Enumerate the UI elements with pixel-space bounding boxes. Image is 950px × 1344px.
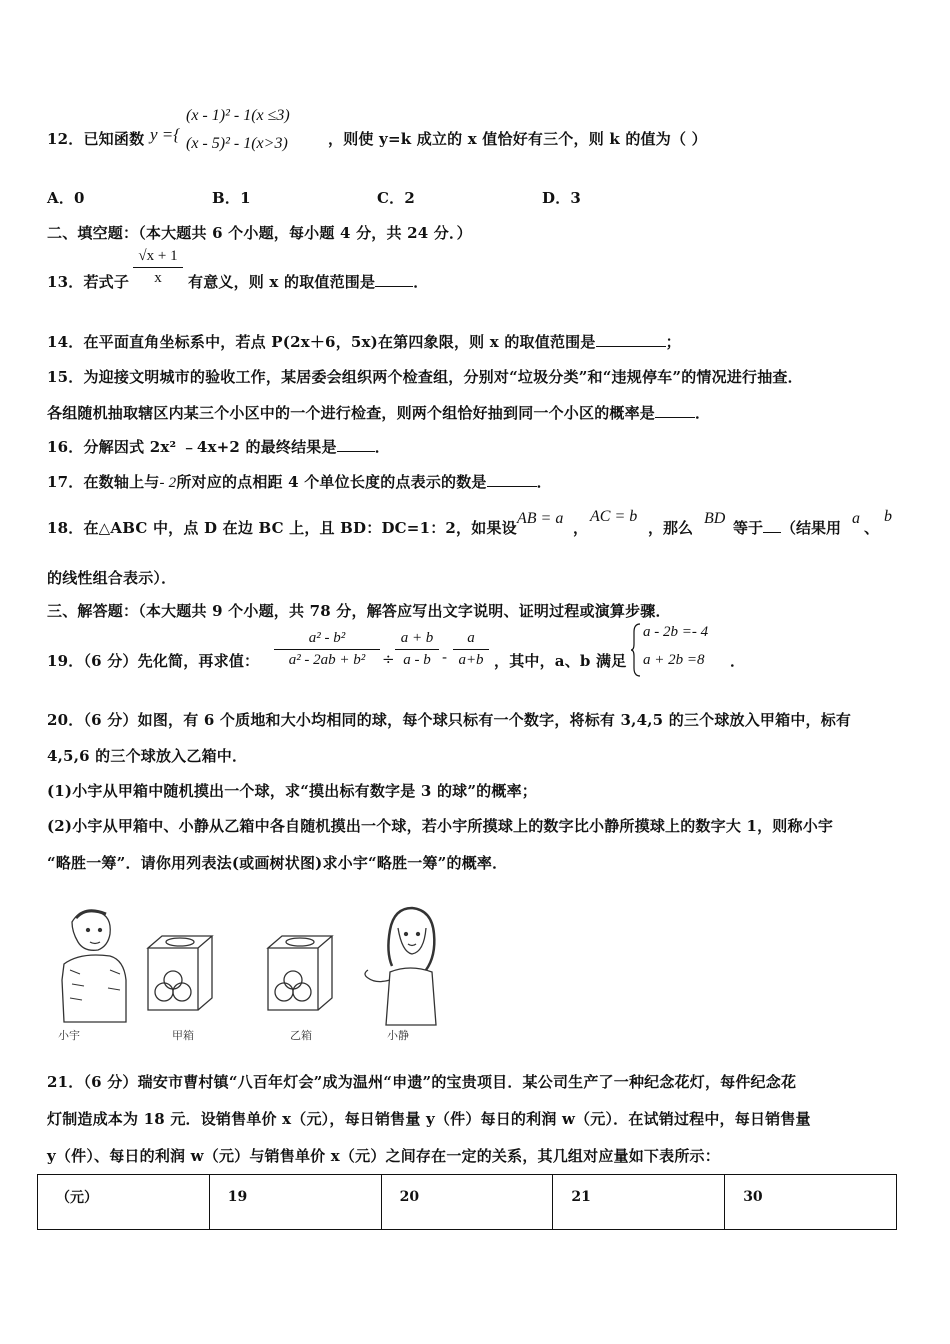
q12-option-c: C．2 [377, 189, 415, 207]
q21-line-3: y（件）、每日的利润 w（元）与销售单价 x（元）之间存在一定的关系，其几组对应量如下表所示： [47, 1147, 720, 1165]
q15-answer-blank[interactable] [655, 403, 695, 418]
q18-suffix-text: 等于 [733, 519, 764, 537]
q18-comma: ， [573, 519, 589, 537]
q19-fraction-3 [453, 630, 489, 669]
q19-equation-2: a + 2b =8 [643, 652, 705, 668]
q12-option-a: A．0 [47, 189, 85, 207]
q19-fraction-3-numerator: a [453, 630, 489, 650]
q19-fraction-1-denominator: a² - 2ab + b² [288, 652, 366, 668]
q21-line-1: 21．（6 分）瑞安市曹村镇“八百年灯会”成为温州“申遗”的宝贵项目．某公司生产了一种纪念花灯，每件纪念花 [47, 1073, 797, 1091]
q18-var-b: b [884, 508, 892, 525]
q14-end: ； [665, 333, 681, 351]
q20-part-2-cont: “略胜一筹”．请你用列表法(或画树状图)求小宇“略胜一筹”的概率． [47, 854, 508, 872]
girl-figure-icon [365, 908, 436, 1025]
q19-fraction-1-numerator: a² - b² [274, 630, 380, 650]
q18-answer-blank[interactable] [763, 518, 781, 533]
q19-fraction-3-denominator: a+b [458, 652, 484, 668]
q18-separator: 、 [864, 519, 880, 537]
table-cell-label: （元） [38, 1175, 210, 1230]
q19-system [643, 624, 708, 669]
q12-piecewise [186, 107, 290, 153]
q12-option-b: B．1 [212, 189, 251, 207]
q19-fraction-2-numerator: a + b [395, 630, 439, 650]
q17-suffix: 所对应的点相距 4 个单位长度的点表示的数是 [176, 473, 487, 491]
q19-prefix: 19．（6 分）先化简，再求值： [47, 652, 260, 670]
q12-text: 12．已知函数 [47, 130, 145, 148]
q19-divide: ÷ [382, 650, 395, 668]
q20-part-2: (2)小宇从甲箱中、小静从乙箱中各自随机摸出一个球，若小宇所摸球上的数字比小静所摸球上的数字大 1，则称小宇 [47, 817, 834, 835]
q14-answer-blank[interactable] [596, 332, 666, 347]
q14-text: 14．在平面直角坐标系中，若点 P(2x＋6，5x)在第四象限，则 x 的取值范围是 [47, 333, 596, 351]
q13-prefix: 13．若式子 [47, 273, 130, 291]
q13-denominator: x [154, 270, 162, 286]
q19-minus: - [442, 648, 448, 666]
q12-condition: ，则使 y=k 成立的 x 值恰好有三个，则 k 的值为（ ） [328, 130, 707, 148]
box-jia-icon [148, 936, 212, 1010]
q12-option-d: D．3 [542, 189, 582, 207]
q20-line-2: 4,5,6 的三个球放入乙箱中． [47, 747, 248, 765]
q21-line-2: 灯制造成本为 18 元．设销售单价 x（元），每日销售量 y（件）每日的利润 w（元）．在试销过程中，每日销售量 [47, 1110, 811, 1128]
q18-tail: （结果用 [781, 519, 842, 537]
q16-text: 16．分解因式 2x² ﹣4x+2 的最终结果是 [47, 438, 337, 456]
q18-var-a: a [852, 510, 860, 527]
caption-jiaxiang: 甲箱 [172, 1029, 194, 1042]
q18-line-2: 的线性组合表示）． [47, 569, 177, 587]
q17-value: - 2 [159, 475, 177, 491]
q15-end: ． [695, 404, 711, 422]
box-yi-icon [268, 936, 332, 1010]
section-3-heading: 三、解答题：（本大题共 9 个小题，共 78 分，解答应写出文字说明、证明过程或演算步骤． [47, 602, 671, 620]
q15-line-2 [47, 402, 710, 423]
table-row [38, 1175, 897, 1230]
q12-piece-2: (x - 5)² - 1(x>3) [186, 135, 288, 152]
q19-mid: ，其中，a、b 满足 [494, 652, 627, 670]
q13-answer-blank[interactable] [375, 272, 413, 287]
caption-yixiang: 乙箱 [290, 1029, 312, 1042]
q17-answer-blank[interactable] [487, 472, 537, 487]
q18-vector-bd: BD [704, 510, 726, 527]
q16-stem [47, 436, 390, 457]
q17-stem [47, 471, 552, 492]
q18-suffix [733, 517, 841, 538]
q18-prefix: 18．在△ABC 中，点 D 在边 BC 上，且 BD：DC=1：2，如果设 [47, 519, 517, 537]
boy-figure-icon [62, 911, 126, 1022]
q12-stem [47, 128, 144, 149]
q13-fraction [133, 248, 183, 287]
q15-line-2-text: 各组随机抽取辖区内某三个小区中的一个进行检查，则两个组恰好抽到同一个小区的概率是 [47, 404, 656, 422]
q14-stem [47, 331, 681, 352]
table-cell: 21 [553, 1175, 725, 1230]
q16-answer-blank[interactable] [337, 437, 375, 452]
caption-xiaoyu: 小宇 [58, 1029, 80, 1042]
q19-fraction-2-denominator: a - b [403, 652, 431, 668]
q18-mid: ，那么 [648, 519, 694, 537]
q12-function-name: y ={ [150, 125, 181, 144]
q19-fraction-1 [274, 630, 380, 669]
q13-numerator: √x + 1 [133, 248, 183, 268]
q12-piece-1: (x - 1)² - 1(x ≤3) [186, 107, 290, 124]
table-cell: 30 [725, 1175, 897, 1230]
section-2-heading: 二、填空题：（本大题共 6 个小题，每小题 4 分，共 24 分．） [47, 224, 472, 242]
q17-prefix: 17．在数轴上与 [47, 473, 160, 491]
table-cell: 19 [209, 1175, 381, 1230]
q19-end: ． [730, 652, 746, 670]
q18-vector-ab: AB = a [517, 510, 564, 527]
q19-system-brace [630, 622, 642, 678]
q17-end: ． [536, 473, 552, 491]
q20-illustration [50, 900, 450, 1035]
q13-end: ． [413, 273, 429, 291]
q21-data-table [37, 1174, 897, 1230]
q16-end: ． [374, 438, 390, 456]
caption-xiaojing: 小静 [387, 1029, 409, 1042]
q20-part-1: (1)小宇从甲箱中随机摸出一个球，求“摸出标有数字是 3 的球”的概率； [47, 782, 537, 800]
q20-line-1: 20．（6 分）如图，有 6 个质地和大小均相同的球，每个球只标有一个数字，将标有 3,4,5 的三个球放入甲箱中，标有 [47, 711, 852, 729]
q15-line-1: 15．为迎接文明城市的验收工作，某居委会组织两个检查组，分别对“垃圾分类”和“违规停车”的情况进行抽查． [47, 368, 803, 386]
q13-suffix [188, 271, 428, 292]
q19-fraction-2 [395, 630, 439, 669]
q19-equation-1: a - 2b =- 4 [643, 624, 709, 640]
q13-suffix-text: 有意义，则 x 的取值范围是 [188, 273, 376, 291]
q18-vector-ac: AC = b [590, 508, 638, 525]
table-cell: 20 [381, 1175, 553, 1230]
